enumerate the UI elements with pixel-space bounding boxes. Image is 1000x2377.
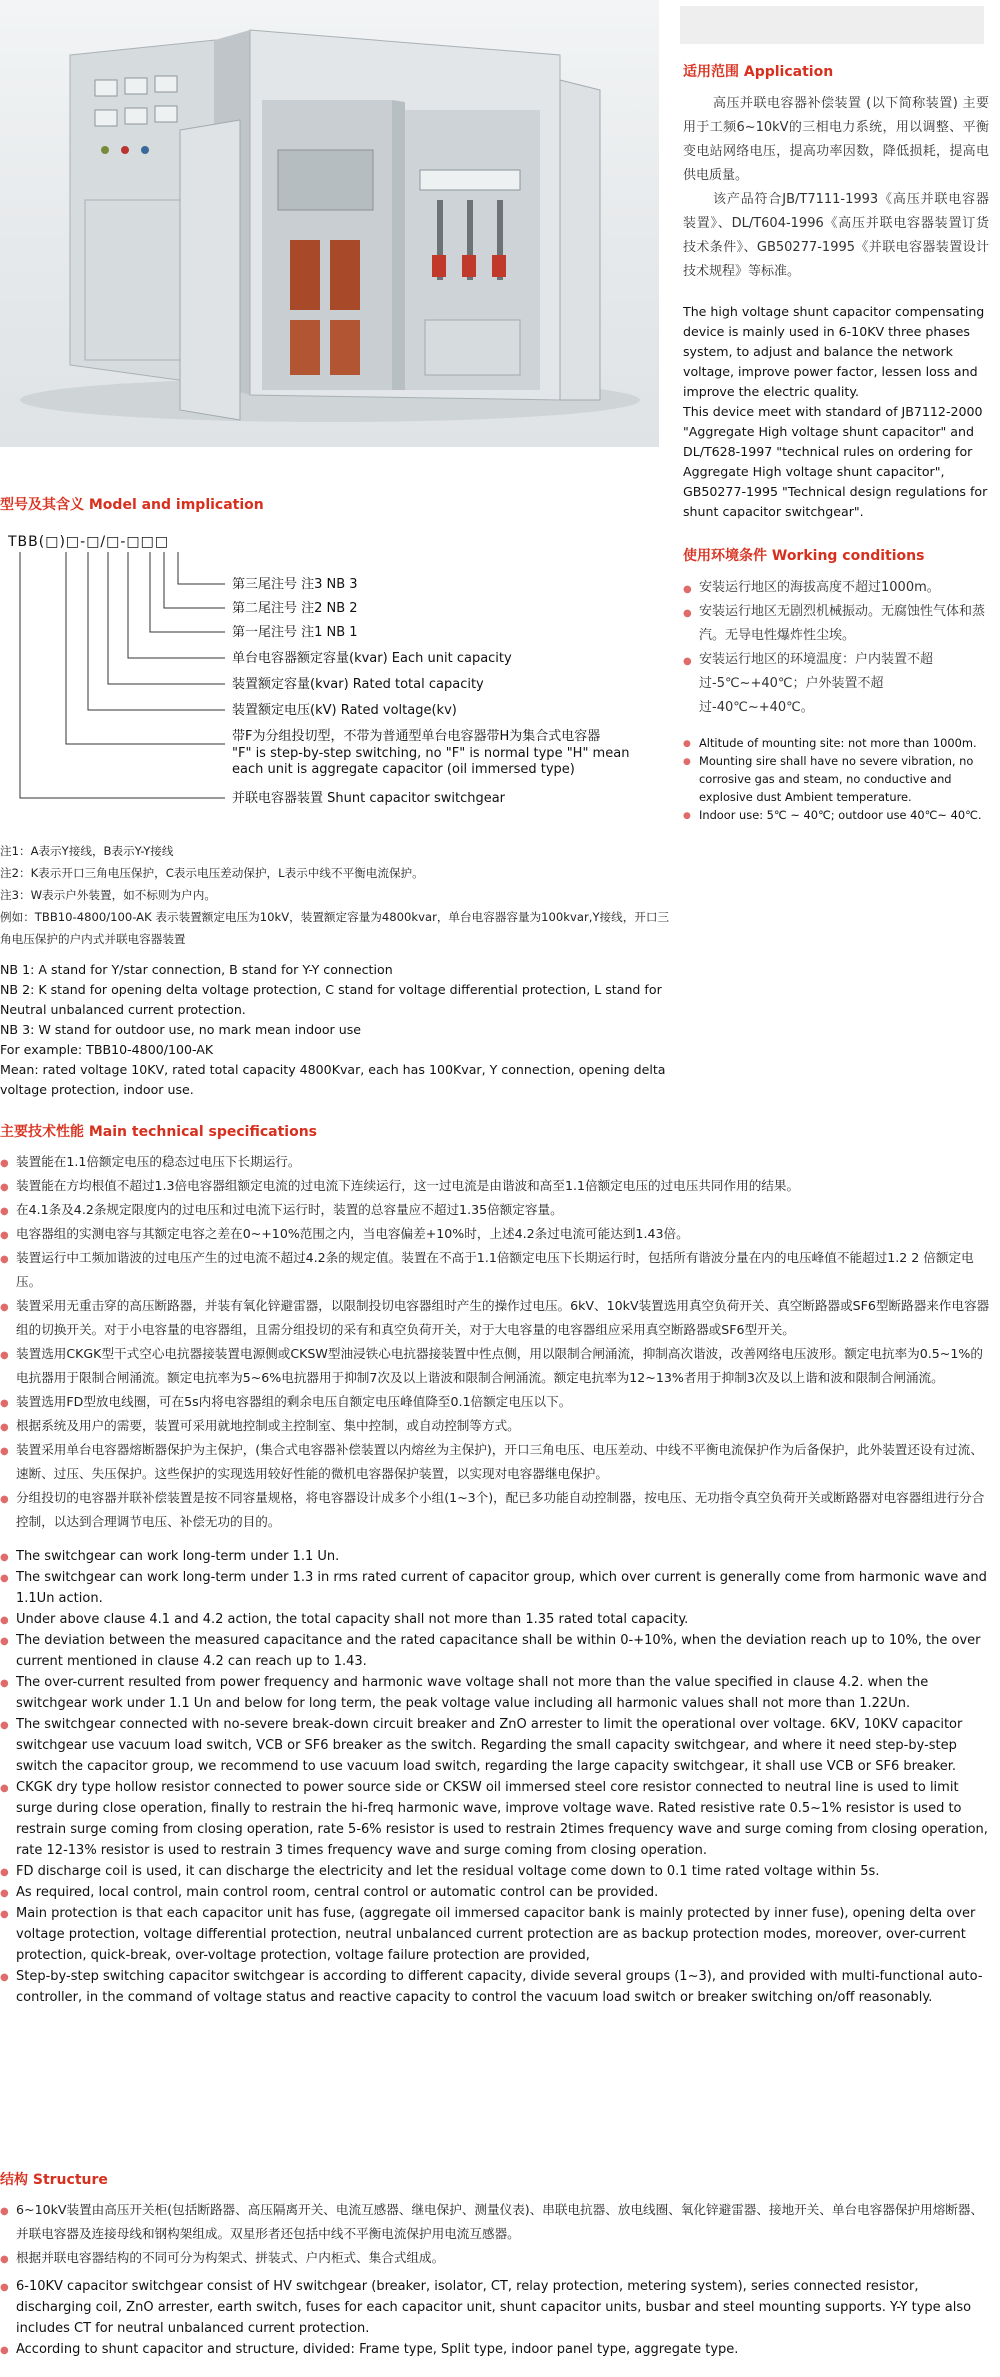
model-label-note3: 第三尾注号 注3 NB 3 [232,577,358,592]
spec-en-item: ● The switchgear can work long-term under 1.1 Un. [0,1546,990,1567]
structure-en-item: ● According to shunt capacitor and structure, divided: Frame type, Split type, indoor panel type, aggregate type. [0,2339,990,2360]
spec-en-item: ● Main protection is that each capacitor unit has fuse, (aggregate oil immersed capacitor bank is mainly protected by inner fuse), opening delta over voltage protection, voltage differential protection, neutral unbalanced current protection are as backup protection modes, moreover, over-current protection, quick-break, over-voltage protection, voltage failure protection are provided, [0,1903,990,1966]
structure-en-item: ● 6-10KV capacitor switchgear consist of HV switchgear (breaker, isolator, CT, relay protection, metering system), series connected resistor, discharging coil, ZnO arrester, earth switch, fuses for each capacitor unit, shunt capacitor units, busbar and steel mounting supports. Y-Y type also includes CT for neutral unbalanced current protection. [0,2276,990,2339]
note-cn: 注1：A表示Y接线，B表示Y-Y接线 [0,844,174,858]
spec-cn-item: ● 装置选用CKGK型干式空心电抗器接装置电源侧或CKSW型油浸铁心电抗器接装置中性点侧，用以限制合闸涌流，抑制高次谐波，改善网络电压波形。额定电抗率为0.5~1%的电抗器用于限制合闸涌流。额定电抗率为5~6%电抗器用于抑制7次及以上谐波和限制合闸涌流。额定电抗率为12~13%者用于抑制3次及以上谐和波和限制合闸涌流。 [0,1342,990,1390]
note-cn: 注3：W表示户外装置，如不标则为户内。 [0,888,216,902]
note-en: NB 3: W stand for outdoor use, no mark mean indoor use [0,1022,362,1037]
spec-cn-item: ● 电容器组的实测电容与其额定电容之差在0~+10%范围之内，当电容偏差+10%时，上述4.2条过电流可能达到1.43倍。 [0,1222,990,1246]
model-label-switching-type-en: "F" is step-by-step switching, no "F" is normal type "H" mean [232,746,630,761]
application-cn-paragraph: 高压并联电容器补偿装置 (以下简称装置) 主要用于工频6~10kV的三相电力系统，用以调整、平衡变电站网络电压，提高功率因数，降低损耗，提高电供电质量。 [683,96,989,183]
spec-en-item: ● Step-by-step switching capacitor switchgear is according to different capacity, divide several groups (1~3), and provided with multi-functional auto-controller, in the command of voltage status and reactive capacity to control the vacuum load switch or breaker switching on/off reasonably. [0,1966,990,2008]
spec-en-item: ● Under above clause 4.1 and 4.2 action, the total capacity shall not more than 1.35 rated total capacity. [0,1609,990,1630]
working-cn-item: ● 安装运行地区无剧烈机械振动。无腐蚀性气体和蒸汽。无导电性爆炸性尘埃。 [683,600,989,648]
note-cn: 例如：TBB10-4800/100-AK 表示装置额定电压为10kV，装置额定容量为4800kvar，单台电容器容量为100kvar,Y接线，开口三角电压保护的户内式并联电容器装置 [0,910,670,946]
working-cn-item: ● 安装运行地区的环境温度：户内装置不超过-5℃~+40℃；户外装置不超过-40℃~+40℃。 [683,648,989,720]
application-cn-paragraph: 该产品符合JB/T7111-1993《高压并联电容器装置》、DL/T604-1996《高压并联电容器装置订货技术条件》、GB50277-1995《并联电容器装置设计技术规程》等标准。 [683,192,989,279]
right-column [683,62,989,824]
product-photo [0,0,659,447]
application-en-paragraph: The high voltage shunt capacitor compensating device is mainly used in 6-10KV three phases system, to adjust and balance the network voltage, improve power factor, lessen loss and improve the electric quality. [683,304,985,399]
model-bracket-diagram [0,548,240,818]
spec-cn-item: ● 装置选用FD型放电线圈，可在5s内将电容器组的剩余电压自额定电压峰值降至0.1倍额定电压以下。 [0,1390,990,1414]
model-label-note2: 第二尾注号 注2 NB 2 [232,601,358,616]
model-label-switching-type: 带F为分组投切型，不带为普通型单台电容器带H为集合式电容器 [232,729,601,744]
model-notes [0,840,672,1100]
structure-cn-item: ● 根据并联电容器结构的不同可分为构架式、拼装式、户内柜式、集合式组成。 [0,2246,990,2270]
structure-section [0,2170,990,2360]
note-en: For example: TBB10-4800/100-AK [0,1042,214,1057]
structure-cn-item: ● 6~10kV装置由高压开关柜(包括断路器、高压隔离开关、电流互感器、继电保护、测量仪表)、串联电抗器、放电线圈、氧化锌避雷器、接地开关、单台电容器保护用熔断器、并联电容器及连接母线和钢构架组成。双星形者还包括中线不平衡电流保护用电流互感器。 [0,2198,990,2246]
working-en-item: ● Mounting sire shall have no severe vibration, no corrosive gas and steam, no conductive and explosive dust Ambient temperature. [683,752,989,806]
header-bar [680,6,984,44]
model-code: TBB(□)□-□/□-□□□ [8,534,170,550]
model-label-shunt-switchgear: 并联电容器装置 Shunt capacitor switchgear [232,791,506,806]
model-title: 型号及其含义 Model and implication [0,497,264,513]
structure-title: 结构 Structure [0,2172,108,2188]
switchgear-illustration [0,0,659,447]
spec-en-item: ● The switchgear connected with no-severe break-down circuit breaker and ZnO arrester to limit the operational over voltage. 6KV, 10KV capacitor switchgear use vacuum load switch, VCB or SF6 breaker as the switch. Regarding the small capacity switchgear, and where it need step-by-step switch the capacitor group, we recommend to use vacuum load switch, regarding the large capacity switchgear, it shall use VCB or SF6 breaker. [0,1714,990,1777]
specs-title: 主要技术性能 Main technical specifications [0,1124,318,1140]
working-conditions-title: 使用环境条件 Working conditions [683,548,925,564]
spec-en-item: ● The over-current resulted from power frequency and harmonic wave voltage shall not more than the value specified in clause 4.2. when the switchgear work under 1.1 Un and below for long term, the peak voltage value including all harmonic values shall not more than 1.22Un. [0,1672,990,1714]
note-en: NB 1: A stand for Y/star connection, B stand for Y-Y connection [0,962,393,977]
spec-cn-item: ● 分组投切的电容器并联补偿装置是按不同容量规格，将电容器设计成多个小组(1~3个)，配已多功能自动控制器，按电压、无功指令真空负荷开关或断路器对电容器组进行分合控制，以达到合理调节电压、补偿无功的目的。 [0,1486,990,1534]
model-label-unit-capacity: 单台电容器额定容量(kvar) Each unit capacity [232,651,512,666]
spec-cn-item: ● 根据系统及用户的需要，装置可采用就地控制或主控制室、集中控制，或自动控制等方式。 [0,1414,990,1438]
spec-en-item: ● As required, local control, main control room, central control or automatic control can be provided. [0,1882,990,1903]
note-en: NB 2: K stand for opening delta voltage protection, C stand for voltage differential protection, L stand for Neutral unbalanced current protection. [0,982,662,1017]
model-label-switching-type-en2: each unit is aggregate capacitor (oil immersed type) [232,762,575,777]
model-label-note1: 第一尾注号 注1 NB 1 [232,625,358,640]
spec-cn-item: ● 装置采用无重击穿的高压断路器，并装有氧化锌避雷器，以限制投切电容器组时产生的操作过电压。6kV、10kV装置选用真空负荷开关、真空断路器或SF6型断路器来作电容器组的切换开关。对于小电容量的电容器组，且需分组投切的采有和真空负荷开关，对于大电容量的电容器组应采用真空断路器或SF6型开关。 [0,1294,990,1342]
working-en-item: ● Altitude of mounting site: not more than 1000m. [683,734,989,752]
note-en: Mean: rated voltage 10KV, rated total capacity 4800Kvar, each has 100Kvar, Y connection, opening delta voltage protection, indoor use. [0,1062,666,1097]
spec-cn-item: ● 装置采用单台电容器熔断器保护为主保护，(集合式电容器补偿装置以内熔丝为主保护)，开口三角电压、电压差动、中线不平衡电流保护作为后备保护，此外装置还设有过流、速断、过压、失压保护。这些保护的实现选用较好性能的微机电容器保护装置，以实现对电容器继电保护。 [0,1438,990,1486]
spec-en-item: ● The switchgear can work long-term under 1.3 in rms rated current of capacitor group, which over current is generally come from harmonic wave and 1.1Un action. [0,1567,990,1609]
application-title: 适用范围 Application [683,64,834,80]
spec-en-item: ● FD discharge coil is used, it can discharge the electricity and let the residual voltage come down to 0.1 time rated voltage within 5s. [0,1861,990,1882]
spec-cn-item: ● 装置能在1.1倍额定电压的稳态过电压下长期运行。 [0,1150,990,1174]
note-cn: 注2：K表示开口三角电压保护，C表示电压差动保护，L表示中线不平衡电流保护。 [0,866,424,880]
spec-cn-item: ● 在4.1条及4.2条规定限度内的过电压和过电流下运行时，装置的总容量应不超过1.35倍额定容量。 [0,1198,990,1222]
model-label-rated-voltage: 装置额定电压(kV) Rated voltage(kv) [232,703,457,718]
working-cn-item: ● 安装运行地区的海拔高度不超过1000m。 [683,576,989,600]
spec-en-item: ● The deviation between the measured capacitance and the rated capacitance shall be within 0-+10%, when the deviation reach up to 10%, the over current mentioned in clause 4.2 can reach up to 1.43. [0,1630,990,1672]
specs-section [0,1122,990,2008]
spec-cn-item: ● 装置运行中工频加谐波的过电压产生的过电流不超过4.2条的规定值。装置在不高于1.1倍额定电压下长期运行时，包括所有谐波分量在内的电压峰值不能超过1.2 2 倍额定电压。 [0,1246,990,1294]
application-en-paragraph: This device meet with standard of JB7112-2000 "Aggregate High voltage shunt capacitor" and DL/T628-1997 "technical rules on ordering for Aggregate High voltage shunt capacitor", GB50277-1995 "Technical design regulations for shunt capacitor switchgear". [683,404,988,519]
spec-cn-item: ● 装置能在方均根值不超过1.3倍电容器组额定电流的过电流下连续运行，这一过电流是由谐波和高至1.1倍额定电压的过电压共同作用的结果。 [0,1174,990,1198]
working-en-item: ● Indoor use: 5℃ ~ 40℃; outdoor use 40℃~ 40℃. [683,806,989,824]
model-label-total-capacity: 装置额定容量(kvar) Rated total capacity [232,677,484,692]
spec-en-item: ● CKGK dry type hollow resistor connected to power source side or CKSW oil immersed steel core resistor connected to neutral line is used to limit surge during close operation, finally to restrain the hi-freq harmonic wave, improve voltage wave. Rated resistive rate 0.5~1% resistor is used to restrain surge coming from closing operation, rate 5-6% resistor is used to restrain 2times frequency wave and surge coming from closing operation, rate 12-13% resistor is used to restrain 3 times frequency wave and surge coming from closing operation. [0,1777,990,1861]
